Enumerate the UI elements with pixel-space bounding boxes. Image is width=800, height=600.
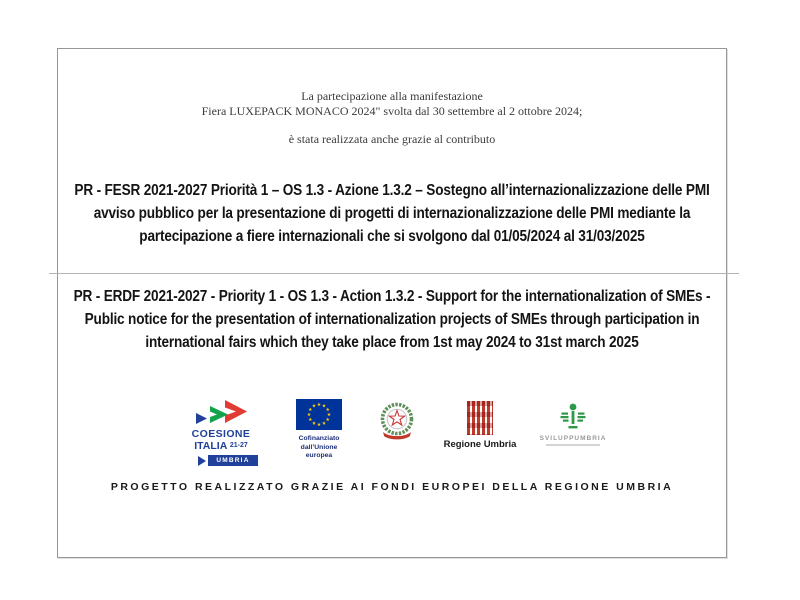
sviluppumbria-tree-icon xyxy=(558,401,588,432)
coesione-years: 21-27 xyxy=(229,442,248,449)
coesione-region-banner xyxy=(198,455,257,466)
coesione-wordmark-line2: ITALIA 21-27 xyxy=(194,440,248,452)
regione-umbria-logo xyxy=(445,399,515,450)
italian-notice: PR - FESR 2021-2027 Priorità 1 – OS 1.3 - Azione 1.3.2 – Sostegno all’internazionalizzazione delle PMI avviso pubblico per la presentazione di progetti di internazionalizzazione delle PMI mediante la partecipazione a fiere internazionali che si svolgono dal 01/05/2024 al 31/03/2025 xyxy=(74,182,710,245)
sviluppumbria-logo xyxy=(541,399,605,446)
event-header-line1: La partecipazione alla manifestazione xyxy=(301,89,483,103)
event-header xyxy=(58,89,726,147)
eu-flag-icon xyxy=(296,399,342,430)
eu-caption-line2: dall’Unione europea xyxy=(300,443,338,459)
coesione-wordmark-line1: COESIONE xyxy=(191,428,251,440)
eu-caption xyxy=(289,435,349,461)
sviluppumbria-label: SVILUPPUMBRIA xyxy=(539,435,607,442)
republic-emblem-icon xyxy=(375,399,419,447)
funding-footer: PROGETTO REALIZZATO GRAZIE AI FONDI EUROPEI DELLA REGIONE UMBRIA xyxy=(110,481,674,493)
english-notice: PR - ERDF 2021-2027 - Priority 1 - OS 1.3 - Action 1.3.2 - Support for the internationalization of SMEs - Public notice for the presentation of internationalization projects of SMEs through participation in international fairs which they take place from 1st may 2024 to 31st march 2025 xyxy=(73,288,711,351)
eu-caption-line1: Cofinanziato xyxy=(298,435,340,442)
event-header-line3: è stata realizzata anche grazie al contributo xyxy=(288,132,496,146)
spacer xyxy=(58,119,726,132)
certificate-frame xyxy=(57,48,727,558)
sviluppumbria-tagline xyxy=(546,444,600,446)
italian-republic-emblem xyxy=(375,399,419,447)
umbria-gonfalone-icon xyxy=(467,401,493,435)
chevron-right-icon xyxy=(198,456,206,466)
coesione-region-label: UMBRIA xyxy=(208,455,257,466)
coesione-italia-logo xyxy=(179,399,263,466)
regione-umbria-label: Regione Umbria xyxy=(443,439,517,450)
event-header-line2: Fiera LUXEPACK MONACO 2024" svolta dal 30 settembre al 2 ottobre 2024; xyxy=(201,104,583,118)
logo-strip xyxy=(58,399,726,466)
notice-divider xyxy=(49,273,739,274)
eu-cofunded-logo xyxy=(289,399,349,461)
coesione-arrows-icon xyxy=(189,399,253,427)
